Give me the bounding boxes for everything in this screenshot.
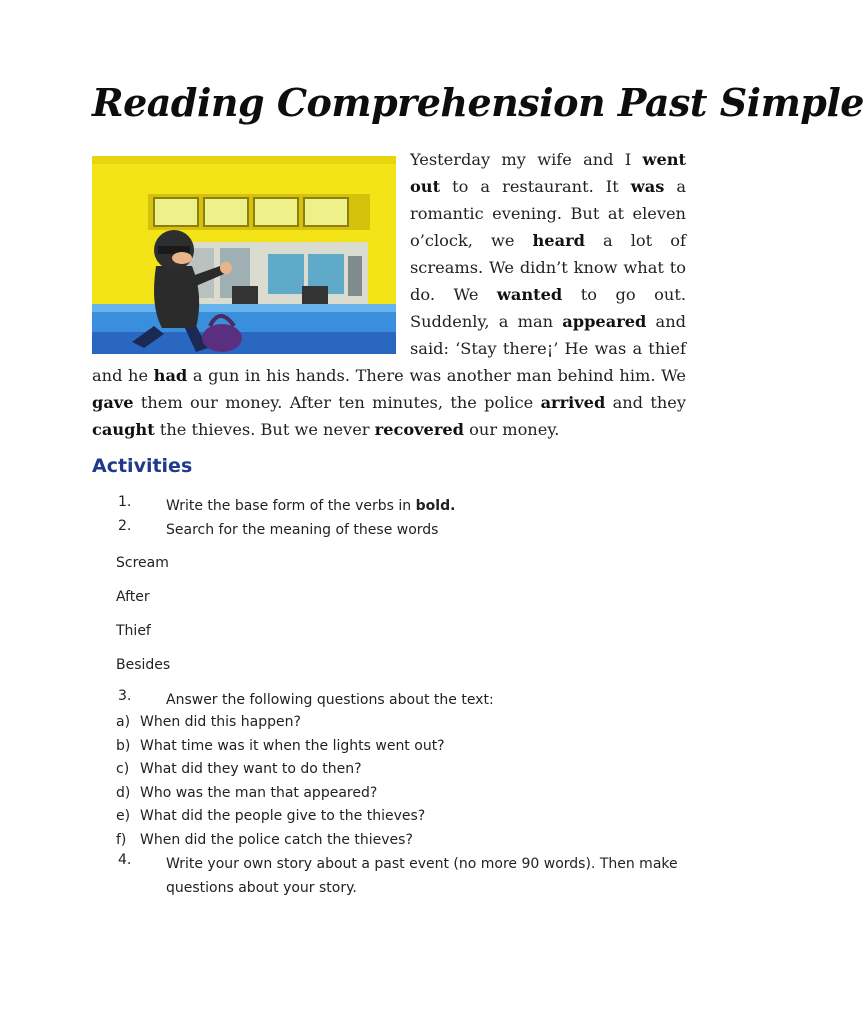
activity-item-2 (118, 518, 698, 542)
thief-cartoon-illustration (92, 156, 396, 354)
story-body: Yesterday my wife and I went out to a restaurant. It was a romantic evening. But at eleven o’clock, we heard a lot of screams. We didn’t know what to do. We wanted to go out. Suddenly, a man appeared and said: ‘Stay there¡’ He was a thief and he had a gun in his hands. There was another man behind him. We gave them our money. After ten minutes, the police arrived and they caught the thieves. But we never recovered our money. (92, 150, 687, 439)
item-text: Write the base form of the verbs in bold. (166, 498, 456, 514)
item-number: 2. (118, 518, 132, 534)
vocab-word-besides: Besides (116, 657, 171, 673)
activities-heading: Activities (92, 455, 193, 477)
vocab-word-thief: Thief (116, 623, 151, 639)
story-text (92, 146, 686, 443)
question-item: c) What did they want to do then? (116, 761, 362, 777)
item-number: 1. (118, 494, 132, 510)
question-item: f) When did the police catch the thieves? (116, 831, 413, 848)
item-text: Write your own story about a past event (no more 90 words). Then make questions about your story. (166, 856, 678, 896)
item-text: Search for the meaning of these words (166, 522, 439, 538)
activity-item-3 (118, 688, 698, 712)
activity-item-1 (118, 494, 698, 518)
activity-item-4 (118, 852, 698, 900)
item-number: 4. (118, 852, 132, 868)
question-item: d) Who was the man that appeared? (116, 784, 378, 801)
question-item: a) When did this happen? (116, 714, 301, 730)
vocab-word-after: After (116, 589, 150, 605)
question-list (116, 711, 676, 852)
vocab-word-scream: Scream (116, 555, 169, 571)
question-item: b) What time was it when the lights went out? (116, 737, 445, 754)
page-title: Reading Comprehension Past Simple (92, 80, 864, 125)
question-item: e) What did the people give to the thieves? (116, 808, 426, 824)
item-text: Answer the following questions about the text: (166, 692, 494, 708)
item-number: 3. (118, 688, 132, 704)
